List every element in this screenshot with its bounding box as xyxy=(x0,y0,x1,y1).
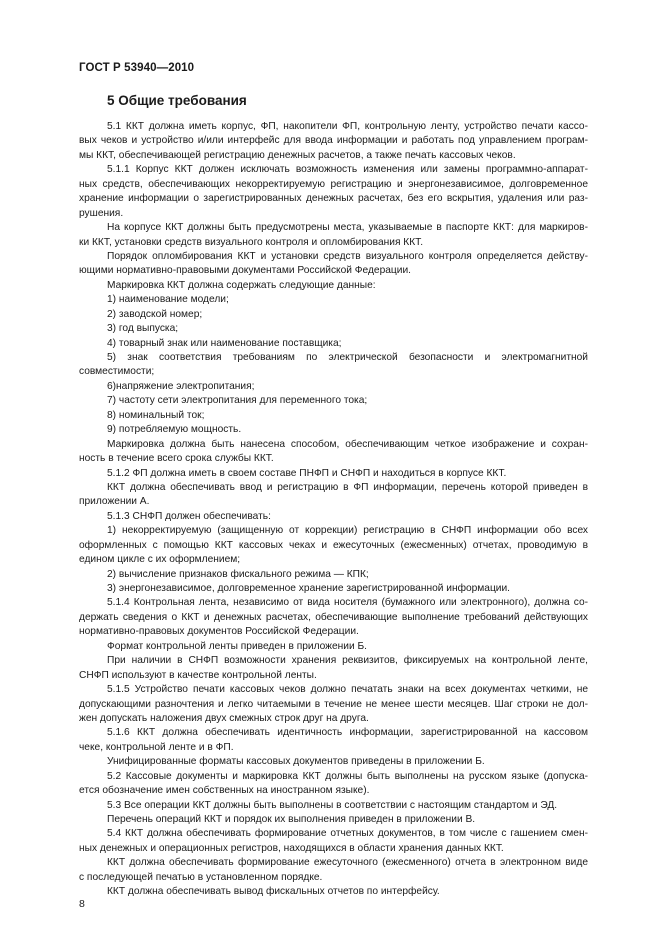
text-line: Маркировка ККТ должна содержать следующие данные: xyxy=(107,279,376,291)
text-line: совместимости; xyxy=(79,366,155,378)
text-line: 2) вычисление признаков фискального режима — КПК; xyxy=(107,568,369,580)
text-line: 5.1.2 ФП должна иметь в своем составе ПНФП и СНФП и находиться в корпусе ККТ. xyxy=(107,467,507,479)
text-line: 5.1.4 Контрольная лента, независимо от вида носителя (бумажного или электронного), должна со- xyxy=(107,597,588,609)
text-line: Перечень операций ККТ и порядок их выполнения приведен в приложении В. xyxy=(107,814,476,825)
text-line: 5.3 Все операции ККТ должны быть выполнены в соответствии с настоящим стандартом и ЭД. xyxy=(107,799,558,811)
text-line: ных средств, обеспечивающих некорректируемую регистрацию и энергонезависимое, долговременное xyxy=(79,178,588,190)
text-line: допускающими разночтения и легко читаемыми в течение не менее шести месяцев. Шаг строки не дол- xyxy=(79,698,588,710)
text-line: ность в течение всего срока службы ККТ. xyxy=(79,453,274,465)
text-line: 9) потребляемую мощность. xyxy=(107,424,242,436)
text-line: вых чеков и устройство и/или интерфейс для ввода информации и работать под управлением програм- xyxy=(79,135,588,147)
text-line: хранение информации о зарегистрированных денежных расчетах, без его вскрытия, удаления или раз- xyxy=(79,193,588,205)
text-line: 8) номинальный ток; xyxy=(107,409,205,421)
text-line: 5) знак соответствия требованиям по электрической безопасности и электромагнитной xyxy=(107,352,588,363)
text-line: 1) наименование модели; xyxy=(107,294,229,306)
text-line: ется обозначение имен собственных на иностранном языке). xyxy=(79,785,370,797)
document-header: ГОСТ Р 53940—2010 xyxy=(79,62,195,74)
text-line: ККТ должна обеспечивать ввод и регистрацию в ФП информации, перечень которой приведен в xyxy=(107,481,588,493)
text-line: 5.4 ККТ должна обеспечивать формирование отчетных документов, в том числе с гашением смен- xyxy=(107,828,588,840)
text-line: чеке, контрольной ленте и в ФП. xyxy=(79,741,234,753)
text-line: 3) энергонезависимое, долговременное хранение зарегистрированной информации. xyxy=(107,583,511,594)
text-line: держать сведения о ККТ и денежных расчетах, обеспечивающие выполнение требований действующих xyxy=(79,611,588,623)
text-line: Маркировка должна быть нанесена способом, обеспечивающим четкое изображение и сохран- xyxy=(107,438,588,450)
document-body xyxy=(79,120,588,900)
text-line: 5.1.5 Устройство печати кассовых чеков должно печатать знаки на всех документах четкими, не xyxy=(107,684,588,696)
text-line: с последующей печатью в установленном порядке. xyxy=(79,871,323,883)
text-line: нормативно-правовых документов Российской Федерации. xyxy=(79,626,359,638)
text-line: рушения. xyxy=(79,207,124,219)
text-line: ККТ должна обеспечивать вывод фискальных отчетов по интерфейсу. xyxy=(107,886,440,898)
text-line: Унифицированные форматы кассовых документов приведены в приложении Б. xyxy=(107,756,485,768)
text-line: оформленных с помощью ККТ кассовых чеках и ежесуточных (ежесменных) отчетах, проводимую в xyxy=(79,539,588,551)
text-line: приложении А. xyxy=(79,496,150,508)
text-line: Формат контрольной ленты приведен в приложении Б. xyxy=(107,640,368,652)
text-line: едином цикле с их оформлением; xyxy=(79,554,241,566)
text-line: 4) товарный знак или наименование поставщика; xyxy=(107,337,342,349)
text-line: ки ККТ, установки средств визуального контроля и опломбирования ККТ. xyxy=(79,236,424,248)
section-title: 5 Общие требования xyxy=(107,93,247,108)
text-line: 3) год выпуска; xyxy=(107,323,179,335)
text-line: 6)напряжение электропитания; xyxy=(107,380,255,392)
text-line: жен допускать наложения двух смежных строк друг на друга. xyxy=(79,712,369,724)
text-line: 5.1.3 СНФП должен обеспечивать: xyxy=(107,510,271,522)
text-line: мы ККТ, обеспечивающей регистрацию денежных расчетов, а также печать кассовых чеков. xyxy=(79,149,516,161)
text-line: На корпусе ККТ должны быть предусмотрены места, указываемые в паспорте ККТ: для маркиров- xyxy=(107,222,588,234)
text-line: 2) заводской номер; xyxy=(107,308,203,320)
text-line: СНФП используют в качестве контрольной ленты. xyxy=(79,669,317,681)
text-line: 5.1.1 Корпус ККТ должен исключать возможность изменения или замены программно-аппарат- xyxy=(107,164,588,176)
text-line: ных денежных и операционных регистров, находящихся в области хранения данных ККТ. xyxy=(79,842,504,854)
text-line: ющими нормативно-правовыми документами Российской Федерации. xyxy=(79,265,411,277)
text-line: Порядок опломбирования ККТ и установки средств визуального контроля определяется действу- xyxy=(107,250,588,262)
text-line: 1) некорректируемую (защищенную от коррекции) регистрацию в СНФП информации обо всех xyxy=(107,525,588,537)
text-line: ККТ должна обеспечивать формирование ежесуточного (ежесменного) отчета в электронном виде xyxy=(107,857,588,869)
text-line: При наличии в СНФП возможности хранения реквизитов, фиксируемых на контрольной ленте, xyxy=(107,655,588,667)
page-number: 8 xyxy=(79,898,85,910)
text-line: 5.2 Кассовые документы и маркировка ККТ должны быть выполнены на русском языке (допуска- xyxy=(107,770,588,782)
text-line: 5.1.6 ККТ должна обеспечивать идентичность информации, зарегистрированной на кассовом xyxy=(107,727,588,739)
text-line: 7) частоту сети электропитания для переменного тока; xyxy=(107,395,368,407)
text-line: 5.1 ККТ должна иметь корпус, ФП, накопители ФП, контрольную ленту, устройство печати кассо- xyxy=(107,121,588,132)
